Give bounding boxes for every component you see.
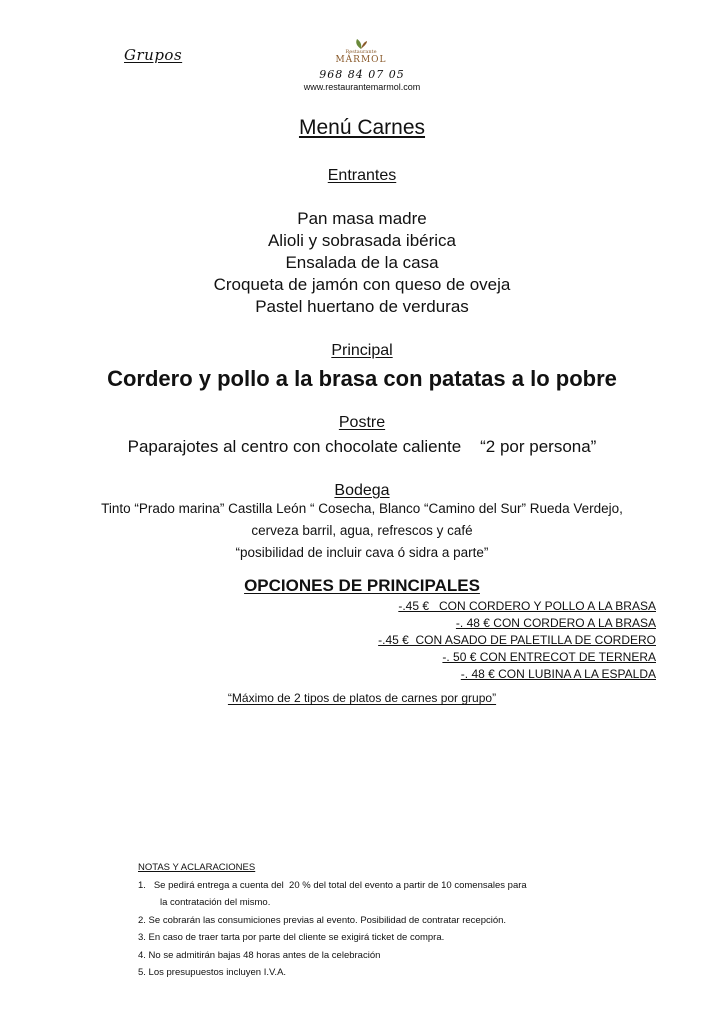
bodega-list [0, 498, 724, 564]
postre-heading: Postre [338, 414, 386, 431]
opciones-list [296, 598, 656, 683]
note-item: 2. Se cobrarán las consumiciones previas al evento. Posibilidad de contratar recepción. [138, 914, 507, 926]
note-item: la contratación del mismo. [160, 897, 271, 908]
opcion-item: -. 48 € CON LUBINA A LA ESPALDA [460, 667, 656, 681]
bodega-line: cerveza barril, agua, refrescos y café [251, 523, 473, 538]
principal-heading: Principal [331, 342, 393, 359]
principal-dish: Cordero y pollo a la brasa con patatas a lo pobre [107, 366, 617, 391]
bodega-line: Tinto “Prado marina” Castilla León “ Cosecha, Blanco “Camino del Sur” Rueda Verdejo, [101, 501, 623, 516]
entrante-item: Pan masa madre [297, 209, 427, 228]
entrante-item: Ensalada de la casa [285, 253, 439, 272]
note-item: 1. Se pedirá entrega a cuenta del 20 % del total del evento a partir de 10 comensales para [138, 879, 527, 891]
entrante-item: Croqueta de jamón con queso de oveja [213, 275, 511, 294]
phone-number: 968 84 07 05 [319, 68, 405, 81]
postre-dish: Paparajotes al centro con chocolate caliente “2 por persona” [127, 437, 597, 456]
notes-section [138, 859, 608, 982]
opcion-item: -. 48 € CON CORDERO A LA BRASA [455, 616, 656, 630]
entrantes-list [0, 208, 724, 318]
menu-title: Menú Carnes [298, 116, 426, 139]
note-item: 4. No se admitirán bajas 48 horas antes de la celebración [138, 949, 381, 961]
opcion-item: -.45 € CON CORDERO Y POLLO A LA BRASA [398, 599, 656, 613]
opciones-heading: OPCIONES DE PRINCIPALES [244, 576, 480, 595]
bodega-line: “posibilidad de incluir cava ó sidra a parte” [235, 545, 489, 560]
note-item: 3. En caso de traer tarta por parte del cliente se exigirá ticket de compra. [138, 932, 445, 943]
entrante-item: Pastel huertano de verduras [255, 297, 469, 316]
entrante-item: Alioli y sobrasada ibérica [267, 231, 457, 250]
maximo-note: “Máximo de 2 tipos de platos de carnes por grupo” [227, 691, 497, 705]
opcion-item: -.45 € CON ASADO DE PALETILLA DE CORDERO [378, 633, 656, 647]
website-link[interactable]: www.restaurantemarmol.com [303, 82, 421, 92]
grupos-label: Grupos [124, 46, 183, 64]
entrantes-heading: Entrantes [327, 167, 397, 184]
opcion-item: -. 50 € CON ENTRECOT DE TERNERA [442, 650, 656, 664]
logo-name: MÁRMOL [335, 55, 387, 65]
logo-subtitle: Restaurante [345, 49, 377, 55]
bodega-heading: Bodega [334, 482, 390, 499]
note-item: 5. Los presupuestos incluyen I.V.A. [138, 967, 287, 978]
notes-title: NOTAS Y ACLARACIONES [138, 862, 256, 873]
